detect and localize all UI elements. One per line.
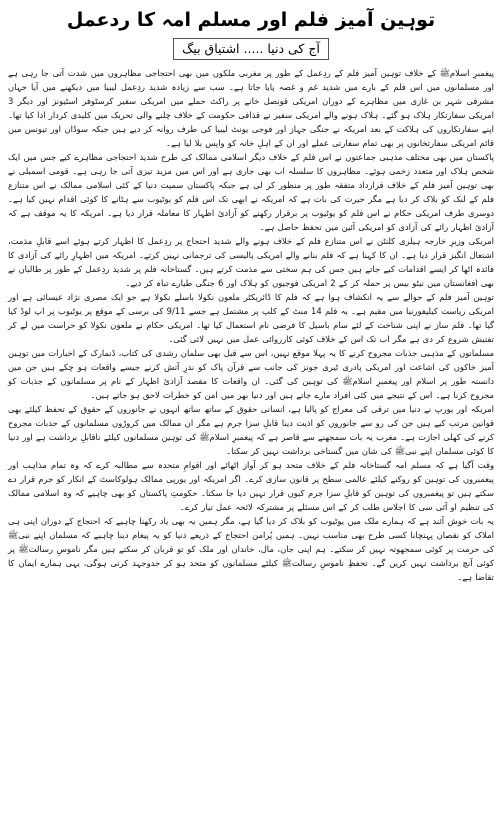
author-name: اشتیاق بیگ	[182, 41, 240, 56]
article-paragraph: پاکستان میں بھی مختلف مذہبی جماعتوں نے اس فلم کے خلاف دیگر اسلامی ممالک کی طرح شدید احتجاجی مظاہرے کیے جس میں ایک شخص ہلاک اور متعدد زخمی ہوئے۔ مظاہروں کا سلسلہ اب بھی جاری ہے اور اس میں مزید تیزی آتی جا رہی ہے۔ قومی اسمبلی نے بھی توہین آمیز فلم کے خلاف قرارداد متفقہ طور پر منظور کر لی ہے جبکہ پاکستان سمیت دنیا کے کئی اسلامی ممالک نے اس متنازع فلم کے لنک کو بلاک کر دیا ہے مگر حیرت کی بات ہے کہ امریکہ نے ابھی تک اس فلم کو یوٹیوب سے ہٹانے کا کوئی اقدام نہیں کیا ہے۔ دوسری طرف امریکی حکام نے اس فلم کو یوٹیوب پر برقرار رکھنے کو آزادیٔ اظہار کا معاملہ قرار دیا ہے۔ امریکہ کا یہ موقف ہے کہ آزادیٔ اظہار رائے کی آزادی کو امریکی آئین میں تحفظ حاصل ہے۔	[8, 152, 494, 232]
article-paragraph: مسلمانوں کے مذہبی جذبات مجروح کرنے کا یہ پہلا موقع نہیں، اس سے قبل بھی سلمان رشدی کی کتاب، ڈنمارک کے اخبارات میں توہین آمیز خاکوں کی اشاعت اور امریکی پادری ٹیری جونز کی جانب سے قرآن پاک کو نذرِ آتش کرنے جیسے واقعات ہو چکے ہیں جن میں دانستہ طور پر اسلام اور پیغمبرِ اسلامﷺ کی توہین کی گئی۔ ان واقعات کا مقصد آزادیٔ اظہار کے نام پر مسلمانوں کے جذبات کو مجروح کرنا ہے۔ اس کے نتیجے میں کئی افراد مارے جاتے ہیں اور دنیا بھر میں امن کو خطرات لاحق ہو جاتے ہیں۔	[8, 348, 494, 400]
byline	[173, 38, 329, 60]
byline-separator: .....	[243, 41, 264, 56]
article-paragraph: توہین آمیز فلم کے حوالے سے یہ انکشاف ہوا ہے کہ فلم کا ڈائریکٹر ملعون نکولا باسلے نکولا ہے جو ایک مصری نژاد عیسائی ہے اور امریکی ریاست کیلیفورنیا میں مقیم ہے۔ یہ فلم 14 منٹ کے کلپ پر مشتمل ہے جسے 9/11 کی برسی کے موقع پر یوٹیوب پر اپ لوڈ کیا گیا تھا۔ فلم ساز نے اپنی شناخت کے لئے سام باسیل کا فرضی نام استعمال کیا تھا۔ امریکی حکام نے ملعون نکولا کو حراست میں لے کر تفتیش شروع کر دی ہے مگر اب تک اس کے خلاف کوئی کارروائی عمل میں نہیں لائی گئی۔	[8, 292, 494, 344]
byline-box	[8, 38, 494, 60]
article-paragraph: امریکہ اور یورپ نے دنیا میں ترقی کی معراج کو پالیا ہے، انسانی حقوق کے ساتھ ساتھ انہوں نے جانوروں کے حقوق کے تحفظ کیلئے بھی قوانین مرتب کیے ہیں جن کی رو سے جانوروں کو اذیت دینا قابلِ سزا جرم ہے مگر ان ممالک میں کروڑوں مسلمانوں کے جذبات مجروح کرنے کی کھلی اجازت ہے۔ مغرب یہ بات سمجھنے سے قاصر ہے کہ پیغمبرِ اسلامﷺ کی توہین مسلمانوں کیلئے ناقابلِ برداشت ہے اور دنیا کا کوئی مسلمان اپنے نبیﷺ کی شان میں گستاخی برداشت نہیں کر سکتا۔	[8, 404, 494, 456]
article-paragraph: پیغمبرِ اسلامﷺ کے خلاف توہین آمیز فلم کے ردِعمل کے طور پر مغربی ملکوں میں بھی احتجاجی مظاہروں میں شدت آتی جا رہی ہے اور مسلمانوں میں اس فلم کے بارے میں شدید غم و غصہ پایا جاتا ہے۔ سب سے زیادہ شدید ردِعمل لیبیا میں دیکھنے میں آیا جہاں مشرقی شہر بن غازی میں مظاہرے کے دوران امریکی قونصل خانے پر راکٹ حملے میں امریکی سفیر کرسٹوفر اسٹیونز اور دیگر 3 امریکی سفارتکار ہلاک ہو گئے۔ ہلاک ہونے والے امریکی سفیر نے قذافی حکومت کے خلاف چلنے والی تحریک میں کلیدی کردار ادا کیا تھا۔ اپنے سفارتکاروں کی ہلاکت کے بعد امریکہ نے جنگی جہاز اور فوجی یونٹ لیبیا کی طرف روانہ کر دیے ہیں جبکہ سوڈان اور تیونس میں قائم امریکی سفارتخانوں پر بھی تمام سفارتی عملے اور ان کے اہلِ خانہ کو واپس بلا لیا ہے۔	[8, 68, 494, 148]
article-paragraph: وقت آگیا ہے کہ مسلم امہ گستاخانہ فلم کے خلاف متحد ہو کر آواز اٹھائے اور اقوامِ متحدہ سے مطالبہ کرے کہ وہ تمام مذاہب اور پیغمبروں کی توہین کو روکنے کیلئے عالمی سطح پر قانون سازی کرے۔ اگر امریکہ اور یورپی ممالک ہولوکاسٹ کے انکار کو جرم قرار دے سکتے ہیں تو پیغمبروں کی توہین کو قابلِ سزا جرم کیوں قرار نہیں دیا جا سکتا۔ حکومتِ پاکستان کو بھی چاہیے کہ وہ اسلامی ممالک کی تنظیم او آئی سی کا اجلاس طلب کر کے اس مسئلے پر مشترکہ لائحہ عمل تیار کرے۔	[8, 460, 494, 512]
column-name: آج کی دنیا	[267, 41, 320, 56]
article-body	[8, 66, 494, 584]
article-paragraph: یہ بات خوش آئند ہے کہ ہمارے ملک میں یوٹیوب کو بلاک کر دیا گیا ہے، مگر ہمیں یہ بھی یاد رکھنا چاہیے کہ احتجاج کے دوران اپنی ہی املاک کو نقصان پہنچانا کسی طرح بھی مناسب نہیں۔ ہمیں پُرامن احتجاج کے ذریعے دنیا کو یہ پیغام دینا چاہیے کہ مسلمان اپنے نبیﷺ کی حرمت پر کوئی سمجھوتہ نہیں کر سکتے۔ ہم اپنی جان، مال، خاندان اور ملک کو تو قربان کر سکتے ہیں مگر ناموسِ رسالتﷺ پر کوئی آنچ برداشت نہیں کریں گے۔ تحفظِ ناموسِ رسالتﷺ کیلئے مسلمانوں کو متحد ہو کر جدوجہد کرنی ہوگی، یہی ہمارے ایمان کا تقاضا ہے۔	[8, 516, 494, 582]
article-paragraph: امریکی وزیرِ خارجہ ہیلری کلنٹن نے اس متنازع فلم کے خلاف ہونے والے شدید احتجاج پر ردِعمل کا اظہار کرتے ہوئے اسے قابلِ مذمت، اشتعال انگیز قرار دیا ہے۔ ان کا کہنا ہے کہ فلم بنانے والے امریکی پالیسی کی ترجمانی نہیں کرتے۔ امریکہ میں اظہارِ رائے کی آزادی کا فائدہ اٹھا کر ایسے اقدامات کیے جاتے ہیں جس کی ہم سختی سے مذمت کرتے ہیں۔ گستاخانہ فلم پر شدید ردِعمل کے طور پر طالبان نے بھی افغانستان میں نیٹو بیس پر حملہ کر کے 2 امریکی فوجیوں کو ہلاک اور 6 جنگی طیارے تباہ کر دیے۔	[8, 236, 494, 288]
article-headline: توہین آمیز فلم اور مسلم امہ کا ردعمل	[66, 9, 436, 31]
